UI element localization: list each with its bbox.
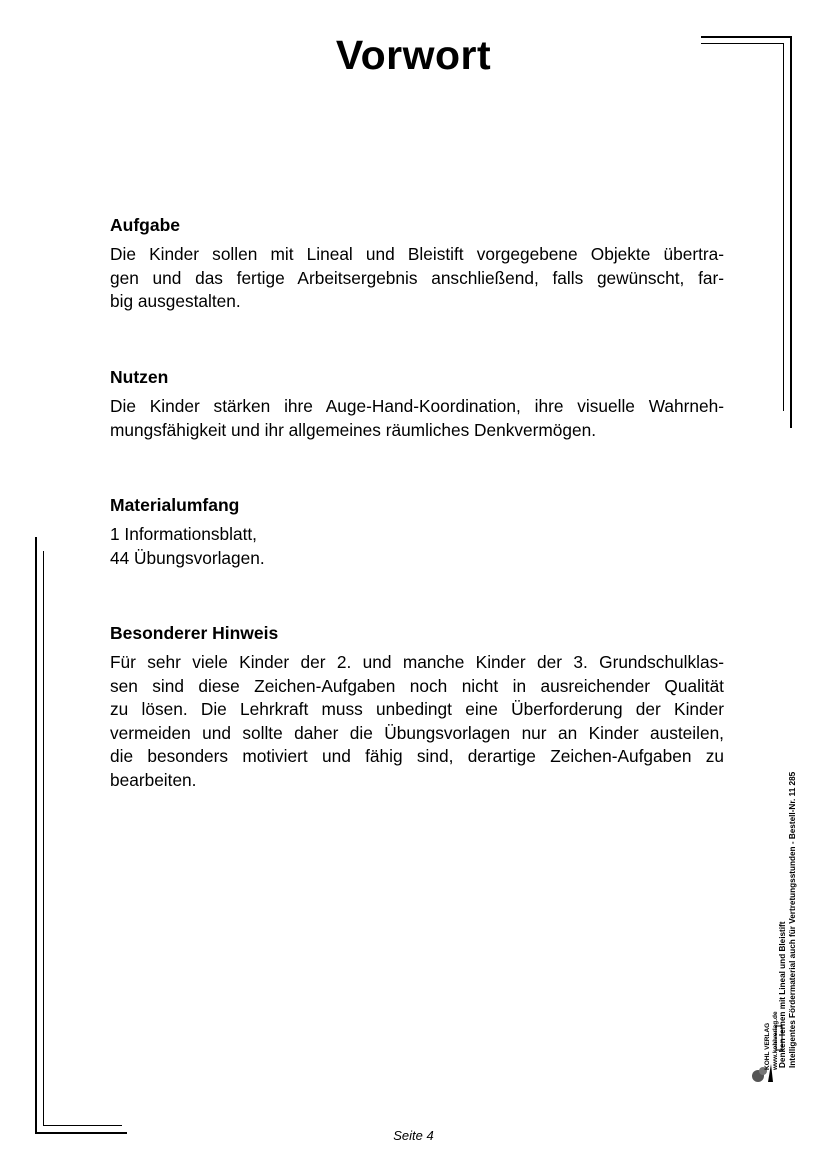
page-number: Seite 4 xyxy=(393,1128,434,1143)
section-besonderer-hinweis xyxy=(110,622,724,792)
page-title: Vorwort xyxy=(335,32,492,78)
text-line: die besonders motiviert und fähig sind, derartige Zeichen-Aufgaben zu xyxy=(110,746,724,766)
publisher-url: www.kohlverlag.de xyxy=(772,1011,779,1070)
section-text xyxy=(110,395,724,442)
text-line: Die Kinder sollen mit Lineal und Bleistift vorgegebene Objekte übertra- xyxy=(110,244,724,264)
sidebar-publication-info xyxy=(778,648,798,1068)
section-nutzen xyxy=(110,366,724,442)
section-aufgabe xyxy=(110,214,724,314)
publisher-name xyxy=(764,1011,780,1070)
section-heading: Nutzen xyxy=(110,367,169,387)
sidebar-subtitle-order-number: Intelligentes Fördermaterial auch für Vertretungsstunden - Bestell-Nr. 11 285 xyxy=(788,771,797,1068)
text-line: vermeiden und sollte daher die Übungsvorlagen nur an Kinder austeilen, xyxy=(110,722,724,743)
text-line: gen und das fertige Arbeitsergebnis anschließend, falls gewünscht, far- xyxy=(110,267,724,288)
frame-top-right-inner-h xyxy=(701,43,784,44)
text-line: zu lösen. Die Lehrkraft muss unbedingt eine Überforderung der Kinder xyxy=(110,699,724,719)
text-line: sen sind diese Zeichen-Aufgaben noch nicht in ausreichender Qualität xyxy=(110,675,724,696)
frame-bottom-left-inner-v xyxy=(43,551,44,1125)
section-text xyxy=(110,523,724,570)
text-line: big ausgestalten. xyxy=(110,291,241,311)
publisher-label: KOHL VERLAG xyxy=(764,1022,771,1070)
frame-bottom-left-outer-v xyxy=(35,537,37,1134)
section-heading: Aufgabe xyxy=(110,215,180,235)
frame-top-right-inner-v xyxy=(783,43,784,411)
frame-top-right-outer-v xyxy=(790,36,792,428)
frame-bottom-left-inner-h xyxy=(43,1125,122,1126)
section-text xyxy=(110,243,724,314)
section-materialumfang xyxy=(110,494,724,570)
section-heading: Materialumfang xyxy=(110,495,240,515)
text-line: bearbeiten. xyxy=(110,769,197,790)
section-heading: Besonderer Hinweis xyxy=(110,623,279,643)
sidebar-book-title: Denken lernen mit Lineal und Bleistift xyxy=(778,921,787,1068)
text-line: 1 Informationsblatt, xyxy=(110,524,257,544)
text-line: 44 Übungsvorlagen. xyxy=(110,547,265,568)
text-line: mungsfähigkeit und ihr allgemeines räumliches Denkvermögen. xyxy=(110,419,597,440)
frame-top-right-outer-h xyxy=(701,36,792,38)
text-line: Für sehr viele Kinder der 2. und manche Kinder der 3. Grundschulklas- xyxy=(110,652,724,672)
section-text xyxy=(110,651,724,792)
text-line: Die Kinder stärken ihre Auge-Hand-Koordination, ihre visuelle Wahrneh- xyxy=(110,396,724,416)
